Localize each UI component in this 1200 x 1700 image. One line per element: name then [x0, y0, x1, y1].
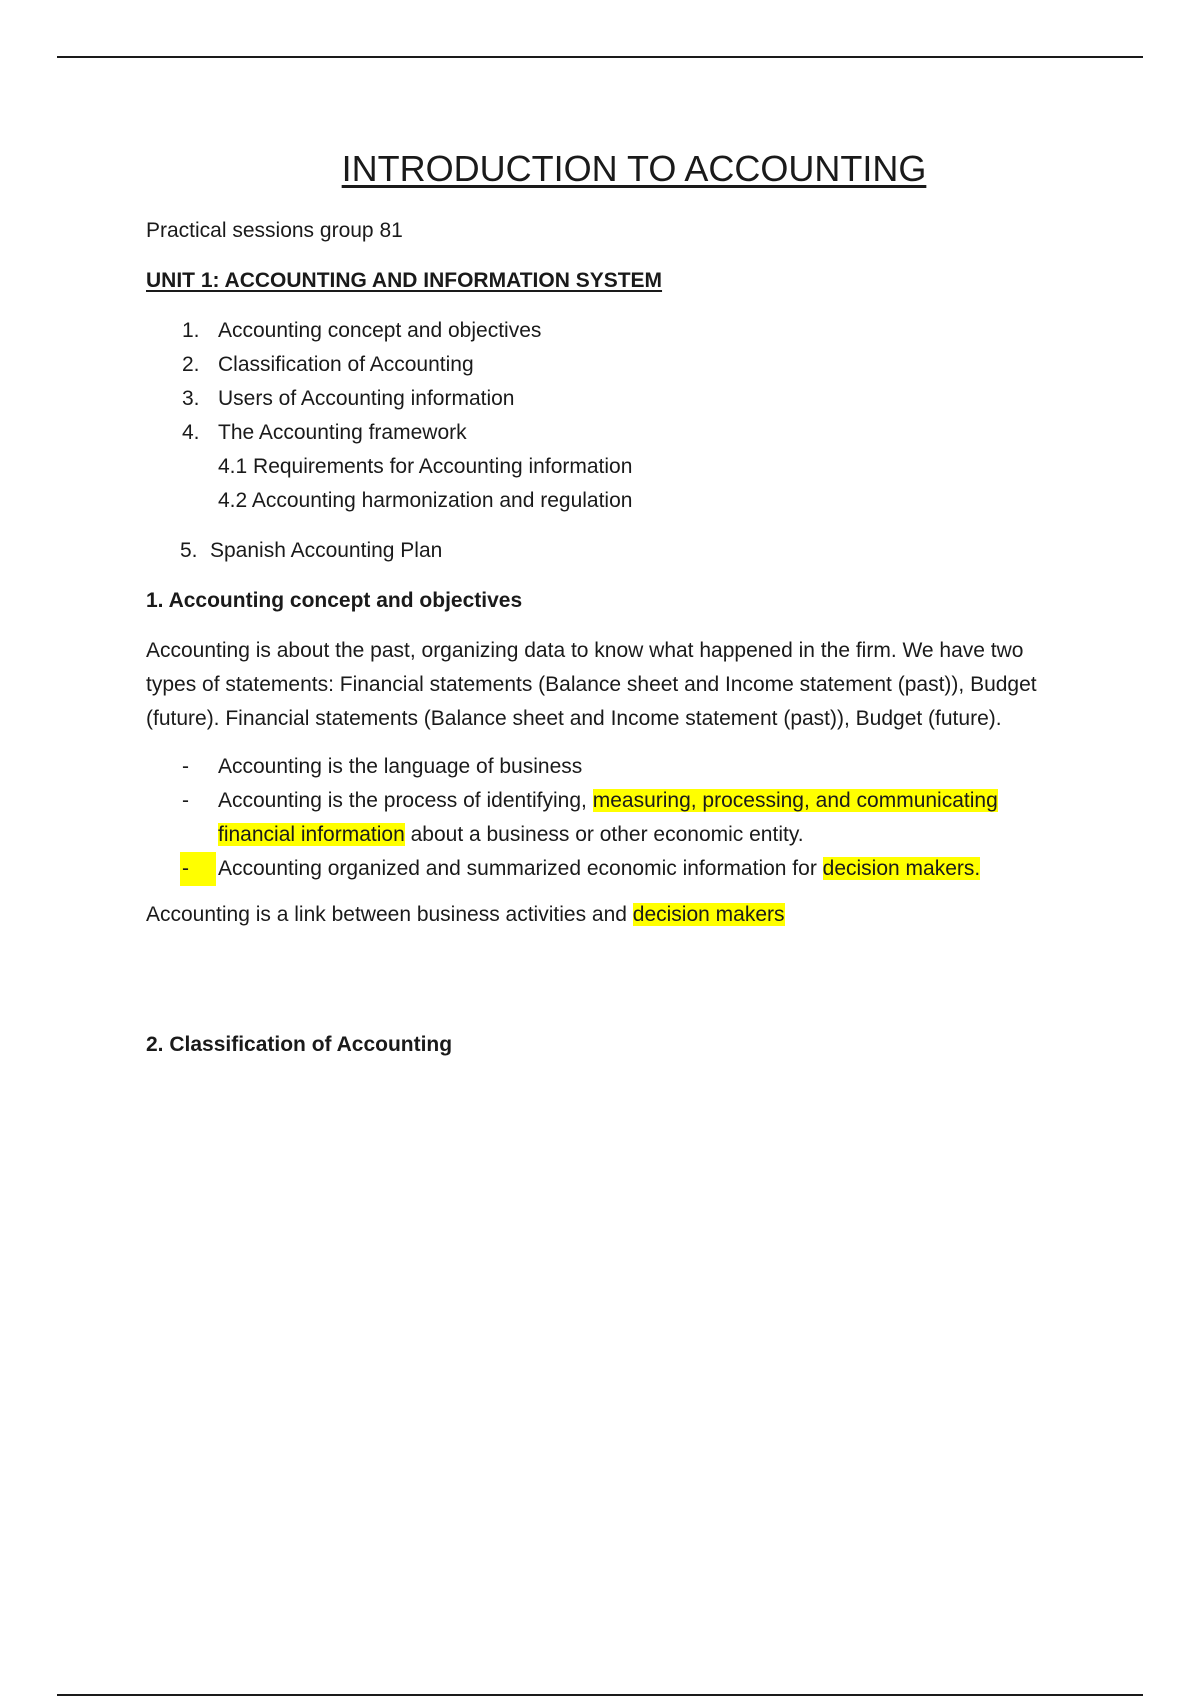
definition-list — [146, 750, 1066, 886]
toc-item: 5. Spanish Accounting Plan — [180, 539, 443, 562]
toc-item-label: The Accounting framework — [218, 421, 467, 444]
table-of-contents — [146, 314, 1066, 568]
toc-item: 2. Classification of Accounting — [182, 353, 474, 376]
document-page — [146, 146, 1066, 1078]
toc-subitem: 4.2 Accounting harmonization and regulation — [218, 489, 633, 512]
list-item: - Accounting organized and summarized economic information for decision makers. — [146, 852, 1066, 886]
toc-subitem: 4.1 Requirements for Accounting information — [218, 455, 633, 478]
unit-heading: UNIT 1: ACCOUNTING AND INFORMATION SYSTEM — [146, 269, 663, 292]
highlighted-text: decision makers. — [822, 857, 981, 880]
highlighted-text: decision makers — [632, 903, 785, 926]
toc-item-label: Classification of Accounting — [218, 353, 474, 376]
list-item: - Accounting is the language of business — [146, 750, 1066, 784]
toc-item: 3. Users of Accounting information — [182, 387, 515, 410]
bottom-rule — [57, 1694, 1143, 1696]
toc-item-label: Users of Accounting information — [218, 387, 515, 410]
subtitle: Practical sessions group 81 — [146, 219, 403, 242]
page-title: INTRODUCTION TO ACCOUNTING — [341, 148, 927, 189]
toc-item: 1. Accounting concept and objectives — [182, 319, 542, 342]
closing-statement: Accounting is a link between business activities and decision makers — [146, 903, 785, 926]
section-heading-1: 1. Accounting concept and objectives — [146, 589, 523, 612]
toc-item: 4. The Accounting framework — [182, 421, 467, 444]
dash-bullet: - — [180, 852, 216, 886]
toc-item-label: Accounting concept and objectives — [218, 319, 542, 342]
section-1-paragraph: Accounting is about the past, organizing data to know what happened in the firm. We have two types of statements: Financial statements (Balance sheet and Income statement (past)), Budget (future). Financial statements (Balance sheet and Income statement (past)), Budget (future). — [146, 639, 1037, 730]
dash-bullet: - — [182, 755, 189, 778]
section-heading-2: 2. Classification of Accounting — [146, 1033, 453, 1056]
list-item: - Accounting is the process of identifying, measuring, processing, and communicating financial information about a business or other economic entity. — [146, 784, 1066, 852]
top-rule — [57, 56, 1143, 58]
toc-item-label: Spanish Accounting Plan — [210, 539, 443, 562]
dash-bullet: - — [182, 789, 189, 812]
highlighted-text: measuring, processing, and communicating financial information — [218, 789, 998, 846]
